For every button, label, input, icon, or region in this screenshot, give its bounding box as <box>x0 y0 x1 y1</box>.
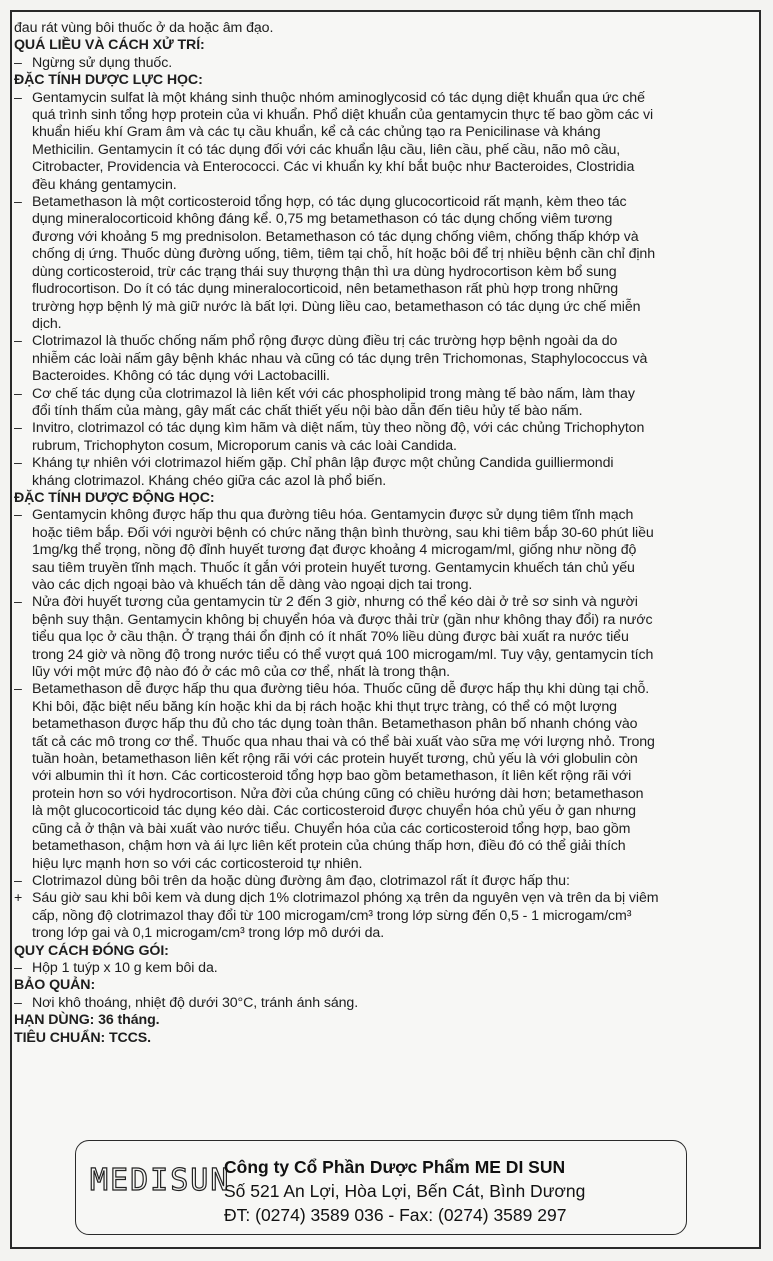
text-line: – Invitro, clotrimazol có tác dụng kìm hãm và diệt nấm, tùy theo nồng độ, với các chủng Trichophyton <box>14 420 645 437</box>
text-line: dùng corticosteroid, trừ các trạng thái suy thượng thận thì ưa dùng hydrocortison kèm bổ sung <box>32 263 617 280</box>
bullet-mark: – <box>14 333 22 350</box>
text-line: 1mg/kg thể trọng, nồng độ đỉnh huyết tương đạt được khoảng 4 microgam/ml, giống như nồng độ <box>32 542 637 559</box>
section-heading: TIÊU CHUẨN: TCCS. <box>14 1029 152 1046</box>
text-line: hoặc tiêm bắp. Đối với người bệnh có chức năng thận bình thường, sau khi tiêm bắp 30-60 phút liều <box>32 524 654 541</box>
company-name: Công ty Cổ Phần Dược Phẩm ME DI SUN <box>224 1157 566 1177</box>
text-line: đương với khoảng 5 mg prednisolon. Betamethason có tác dụng chống viêm, chống thấp khớp và <box>32 228 639 245</box>
section-heading: QUY CÁCH ĐÓNG GÓI: <box>14 942 169 959</box>
text-line: + Sáu giờ sau khi bôi kem và dung dịch 1% clotrimazol phóng xạ trên da nguyên vẹn và trên da bị viêm <box>14 890 659 907</box>
text-line: trong 24 giờ và nồng độ trong nước tiểu có thể vượt quá 100 microgam/ml. Tuy vậy, gentamycin tích <box>32 646 654 663</box>
text-line: Khi bôi, đặc biệt nếu băng kín hoặc khi da bị rách hoặc khi thụt trực tràng, có thể có một lượng <box>32 698 617 715</box>
company-contact: ĐT: (0274) 3589 036 - Fax: (0274) 3589 297 <box>224 1205 567 1225</box>
text-line: – Gentamycin sulfat là một kháng sinh thuộc nhóm aminoglycosid có tác dụng diệt khuẩn qua ức chế <box>14 89 645 106</box>
text-line: dụng mineralocorticoid không đáng kể. 0,75 mg betamethason có tác dụng chống viêm tương <box>32 211 613 228</box>
section-heading: HẠN DÙNG: 36 tháng. <box>14 1012 160 1029</box>
text-line: đổi tính thấm của màng, gây mất các chất thiết yếu nội bào dẫn đến tiêu hủy tế bào nấm. <box>32 402 583 419</box>
text-line: Citrobacter, Providencia và Enterococci. Các vi khuẩn kỵ khí bắt buộc như Bacteroides, Clostridia <box>32 159 635 176</box>
text-line: – Nơi khô thoáng, nhiệt độ dưới 30°C, tránh ánh sáng. <box>14 994 359 1011</box>
text-line: – Clotrimazol là thuốc chống nấm phổ rộng được dùng điều trị các trường hợp bệnh ngoài da do <box>14 333 618 350</box>
text-line: Bacteroides. Không có tác dụng với Lactobacilli. <box>32 368 330 385</box>
text-line: nhiễm các loài nấm gây bệnh khác nhau và cũng có tác dụng trên Trichomonas, Staphylococcus và <box>32 350 648 367</box>
text-line: đều kháng gentamycin. <box>32 176 177 193</box>
bullet-mark: – <box>14 194 22 211</box>
text-line: trường hợp bệnh lý mà giữ nước là bất lợi. Dùng liều cao, betamethason có tác dụng ức chế miễn <box>32 298 641 315</box>
section-heading: ĐẶC TÍNH DƯỢC LỰC HỌC: <box>14 72 203 89</box>
text-line: là một glucocorticoid tác dụng kéo dài. Các corticosteroid được chuyển hóa chủ yếu ở gan nhưng <box>32 803 636 820</box>
text-line: sau tiêm truyền tĩnh mạch. Thuốc ít gắn với protein huyết tương. Gentamycin khuếch tán chủ yếu <box>32 559 635 576</box>
company-footer <box>75 1140 687 1235</box>
text-line: dịch. <box>32 315 62 332</box>
company-info <box>224 1155 585 1227</box>
text-line: betamethason được hấp thu đủ cho tác dụng toàn thân. Betamethason phân bố nhanh chóng vào <box>32 716 638 733</box>
bullet-mark: – <box>14 507 22 524</box>
text-line: Methicilin. Gentamycin ít có tác dụng đối với các khuẩn lậu cầu, liên cầu, phế cầu, não mô cầu, <box>32 141 621 158</box>
text-line: lũy với một mức độ nào đó ở các mô của cơ thể, nhất là trong thận. <box>32 664 451 681</box>
text-line: – Cơ chế tác dụng của clotrimazol là liên kết với các phospholipid trong màng tế bào nấm, làm thay <box>14 385 635 402</box>
text-line: betamethason, chậm hơn và ái lực liên kết protein của chúng thấp hơn, điều đó có thể giải thích <box>32 838 626 855</box>
text-line: với albumin thì ít hơn. Các corticosteroid tổng hợp bao gồm betamethason, ít liên kết rộng rãi với <box>32 768 632 785</box>
text-line: – Gentamycin không được hấp thu qua đường tiêu hóa. Gentamycin được sử dụng tiêm tĩnh mạch <box>14 507 634 524</box>
bullet-mark: – <box>14 420 22 437</box>
company-address: Số 521 An Lợi, Hòa Lợi, Bến Cát, Bình Dương <box>224 1181 586 1201</box>
text-line: – Nửa đời huyết tương của gentamycin từ 2 đến 3 giờ, nhưng có thể kéo dài ở trẻ sơ sinh và người <box>14 594 638 611</box>
medisun-logo: MEDISUN <box>90 1163 231 1198</box>
text-line: bệnh suy thận. Gentamycin không bị chuyển hóa và được thải trừ (gần như không thay đổi) ra nước <box>32 611 653 628</box>
text-line: chống dị ứng. Thuốc dùng đường uống, tiêm, tiêm tại chỗ, hít hoặc bôi để trị nhiều bệnh cần chỉ định <box>32 246 655 263</box>
text-line: fludrocortison. Do ít có tác dụng mineralocorticoid, nên betamethason rất phù hợp trong những <box>32 281 619 298</box>
text-line: – Betamethason là một corticosteroid tổng hợp, có tác dụng glucocorticoid rất mạnh, kèm theo tác <box>14 194 627 211</box>
text-line: cấp, nồng độ clotrimazol thay đổi từ 100 microgam/cm³ trong lớp sừng đến 0,5 - 1 microgam/cm³ <box>32 907 632 924</box>
section-heading: QUÁ LIỀU VÀ CÁCH XỬ TRÍ: <box>14 37 205 54</box>
bullet-mark: – <box>14 89 22 106</box>
bullet-mark: – <box>14 455 22 472</box>
section-heading: BẢO QUẢN: <box>14 977 96 994</box>
bullet-mark: – <box>14 994 22 1011</box>
leaflet-text <box>14 20 754 1047</box>
text-line: – Hộp 1 tuýp x 10 g kem bôi da. <box>14 959 218 976</box>
bullet-mark: – <box>14 681 22 698</box>
text-line: hiệu lực mạnh hơn so với các corticosteroid tự nhiên. <box>32 855 363 872</box>
text-line: đau rát vùng bôi thuốc ở da hoặc âm đạo. <box>14 20 274 36</box>
text-line: khuẩn hiếu khí Gram âm và các tụ cầu khuẩn, kể cả các chủng tạo ra Penicilinase và kháng <box>32 124 601 141</box>
text-line: tiểu qua lọc ở cầu thận. Ở trạng thái ổn định có ít nhất 70% liều dùng được bài xuất ra nước tiểu <box>32 629 629 646</box>
bullet-mark: – <box>14 594 22 611</box>
text-line: tuần hoàn, betamethason liên kết rộng rãi với các protein huyết tương, chủ yếu là với globulin còn <box>32 751 638 768</box>
text-line: – Clotrimazol dùng bôi trên da hoặc dùng đường âm đạo, clotrimazol rất ít được hấp thu: <box>14 872 570 889</box>
text-line: cũng cả ở thận và bài xuất vào nước tiểu. Chuyển hóa của các corticosteroid tổng hợp, bao gồm <box>32 820 631 837</box>
text-line: tất cả các mô trong cơ thể. Thuốc qua nhau thai và có thể bài xuất vào sữa mẹ với lượng nhỏ. Trong <box>32 733 655 750</box>
bullet-mark: – <box>14 959 22 976</box>
bullet-mark: – <box>14 872 22 889</box>
bullet-mark: – <box>14 54 22 71</box>
bullet-mark: + <box>14 890 23 907</box>
text-line: – Betamethason dễ được hấp thu qua đường tiêu hóa. Thuốc cũng dễ được hấp thụ khi dùng tại chỗ. <box>14 681 650 698</box>
text-line: quá trình sinh tổng hợp protein của vi khuẩn. Phổ diệt khuẩn của gentamycin thực tế bao gồm các vi <box>32 107 654 124</box>
section-heading: ĐẶC TÍNH DƯỢC ĐỘNG HỌC: <box>14 489 215 506</box>
bullet-mark: – <box>14 385 22 402</box>
text-line: protein hơn so với hydrocortison. Nửa đời của chúng cũng có chiều hướng dài hơn; betamethason <box>32 785 644 802</box>
text-line: vào các dịch ngoại bào và khuếch tán dễ dàng vào ngoại dịch tai trong. <box>32 577 473 593</box>
text-line: – Ngừng sử dụng thuốc. <box>14 54 173 71</box>
text-line: rubrum, Trichophyton cosum, Microporum canis và các loài Candida. <box>32 437 457 454</box>
text-line: – Kháng tự nhiên với clotrimazol hiếm gặp. Chỉ phân lập được một chủng Candida guilliermondi <box>14 455 614 472</box>
text-line: kháng clotrimazol. Kháng chéo giữa các azol là phổ biến. <box>32 472 387 489</box>
text-line: trong lớp gai và 0,1 microgam/cm³ trong lớp mô dưới da. <box>32 925 385 942</box>
